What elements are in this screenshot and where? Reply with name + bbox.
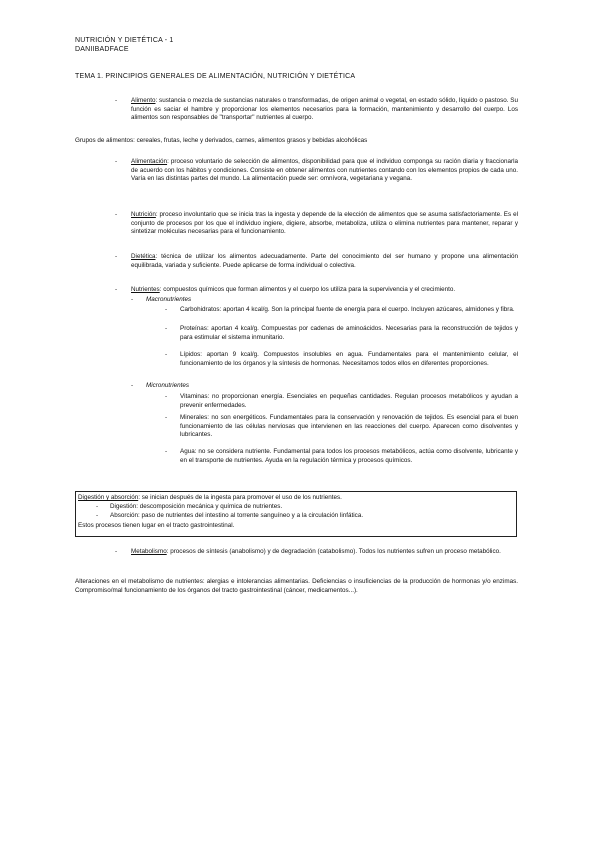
term-nutrientes: Nutrientes [131, 286, 160, 293]
bullet-dash: - [115, 286, 118, 293]
item-dash: - [165, 393, 168, 400]
term-alimento: Alimento [131, 97, 156, 104]
item-dash: - [165, 306, 168, 313]
definition-alimento: : sustancia o mezcla de sustancias naturales o transformadas, de origen animal o vegetal, en estado sólido, líquido o pastoso. Su función es saciar el hambre y proporcionar los elementos necesarios para la formación, mantenimiento y desarrollo del cuerpo. Los alimentos son responsables de "transportar" nutrientes al cuerpo. [131, 97, 518, 122]
macronutrient-lipidos: Lípidos: aportan 9 kcal/g. Compuestos insolubles en agua. Fundamentales para el mantenimiento celular, el funcionamiento de los órganos y la síntesis de hormonas. Necesitamos todos ellos en diferentes proporciones. [180, 351, 518, 367]
micronutrient-vitaminas: Vitaminas: no proporcionan energía. Esenciales en pequeñas cantidades. Regulan procesos metabólicos y ayudan a prevenir enfermedades. [180, 393, 518, 409]
digestion-item: Digestión: descomposición mecánica y química de nutrientes. [110, 503, 283, 510]
paragraph-dietetica [131, 253, 518, 270]
item-dash: - [165, 448, 168, 455]
paragraph-nutricion [131, 211, 518, 237]
paragraph-alimento [131, 97, 518, 123]
item-dash: - [96, 503, 99, 510]
bullet-dash: - [115, 97, 118, 104]
bullet-dash: - [115, 253, 118, 260]
bullet-dash: - [115, 548, 118, 555]
macronutrient-carbohidratos: Carbohidratos: aportan 4 kcal/g. Son la principal fuente de energía para el cuerpo. Incluyen azúcares, almidones y fibra. [180, 306, 515, 313]
definition-nutricion: : proceso involuntario que se inicia tras la ingesta y depende de la elección de alimentos que se asuma satisfactoriamente. Es el conjunto de procesos por los que el individuo ingiere, digiere, absorbe, metaboliza, utiliza o elimina nutrientes para mantener, reparar y sintetizar moléculas necesarias para el funcionamiento. [131, 211, 518, 236]
topic-heading: TEMA 1. PRINCIPIOS GENERALES DE ALIMENTACIÓN, NUTRICIÓN Y DIETÉTICA [75, 73, 356, 80]
term-dietetica: Dietética [131, 253, 156, 260]
sub-bullet-dash: - [131, 382, 134, 389]
item-dash: - [165, 325, 168, 332]
paragraph-alimentacion [131, 158, 518, 184]
micronutrient-minerales: Minerales: no son energéticos. Fundamentales para la conservación y renovación de tejidos. Es esencial para el buen funcionamiento de las células nerviosas que intervienen en las reacciones del cuerpo. Aparecen como disolventes y lubricantes. [180, 414, 518, 439]
term-nutricion: Nutrición [131, 211, 156, 218]
definition-metabolismo: : procesos de síntesis (anabolismo) y de degradación (catabolismo). Todos los nutrientes sufren un proceso metabólico. [166, 548, 501, 555]
definition-nutrientes: : compuestos químicos que forman alimentos y el cuerpo los utiliza para la supervivencia y el crecimiento. [159, 286, 456, 293]
micronutrient-agua: Agua: no se considera nutriente. Fundamental para todos los procesos metabólicos, actúa como disolvente, lubricante y en el transporte de nutrientes. Ayuda en la regulación térmica y procesos químicos. [180, 448, 518, 464]
paragraph-alteraciones: Alteraciones en el metabolismo de nutrientes: alergias e intolerancias alimentarias. Deficiencias o insuficiencias de la producción de hormonas y/o enzimas. Compromiso/mal funcionamiento de los órganos del tracto gastrointestinal (cáncer, medicamentos...). [75, 578, 518, 594]
paragraph-grupos: Grupos de alimentos: cereales, frutas, leche y derivados, carnes, alimentos grasos y bebidas alcohólicas [75, 137, 368, 144]
paragraph-digestion [78, 494, 514, 503]
paragraph-metabolismo [131, 548, 518, 557]
document-title: NUTRICIÓN Y DIETÉTICA - 1 [75, 37, 174, 44]
item-dash: - [96, 512, 99, 519]
definition-alimentacion: : proceso voluntario de selección de alimentos, disponibilidad para que el individuo componga su ración diaria y fraccionarla de acuerdo con los hábitos y condiciones. Consiste en obtener alimentos con nutrientes contando con los elementos propios de cada uno. Varía en las distintas partes del mundo. La alimentación puede ser: omnívora, vegetariana y vegana. [131, 158, 518, 183]
bullet-dash: - [115, 211, 118, 218]
item-dash: - [165, 351, 168, 358]
definition-dietetica: : técnica de utilizar los alimentos adecuadamente. Parte del conocimiento del ser humano y propone una alimentación equilibrada, variada y suficiente. Puede aplicarse de forma individual o colectiva. [131, 253, 518, 269]
sub-bullet-dash: - [131, 296, 134, 303]
term-metabolismo: Metabolismo [131, 548, 167, 555]
bullet-dash: - [115, 158, 118, 165]
absorption-item: Absorción: paso de nutrientes del intestino al torrente sanguíneo y a la circulación linfática. [110, 512, 364, 519]
term-digestion: Digestión y absorción [78, 494, 139, 501]
document-author: DANIIBADFACE [75, 46, 129, 53]
macronutrient-proteinas: Proteínas: aportan 4 kcal/g. Compuestas por cadenas de aminoácidos. Necesarias para la reconstrucción de tejidos y para estimular el sistema inmunitario. [180, 325, 518, 341]
definition-digestion: : se inician después de la ingesta para promover el uso de los nutrientes. [138, 494, 342, 501]
micronutrients-heading: Micronutrientes [146, 382, 190, 389]
macronutrients-heading: Macronutrientes [146, 296, 192, 303]
paragraph-nutrientes [131, 286, 521, 295]
item-dash: - [165, 414, 168, 421]
digestion-note: Estos procesos tienen lugar en el tracto gastrointestinal. [78, 522, 235, 529]
term-alimentacion: Alimentación [131, 158, 168, 165]
